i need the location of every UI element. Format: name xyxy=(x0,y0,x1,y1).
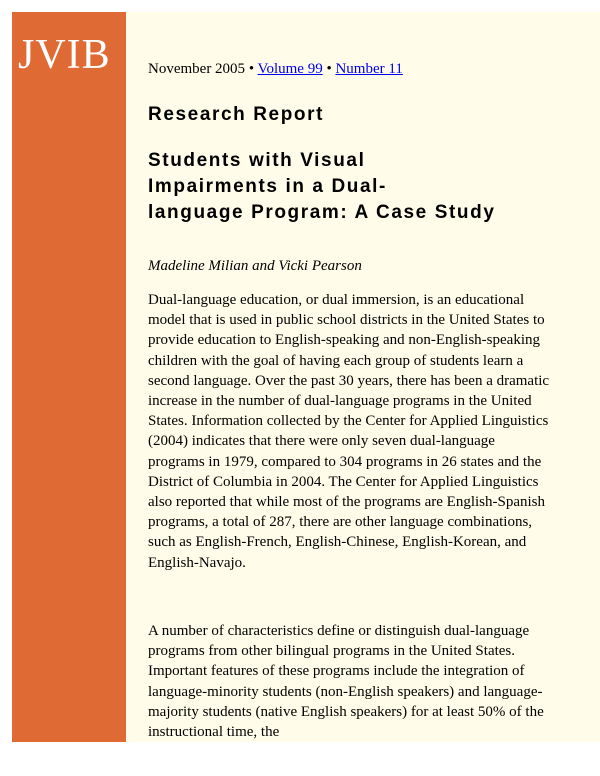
issue-date: November 2005 xyxy=(148,61,246,77)
volume-link[interactable]: Volume 99 xyxy=(257,61,323,77)
article-authors: Madeline Milian and Vicki Pearson xyxy=(148,258,362,274)
issue-separator: • xyxy=(245,61,258,77)
article-title-line: language Program: A Case Study xyxy=(148,202,496,223)
journal-logo: JVIB xyxy=(18,32,111,78)
article-title-line: Impairments in a Dual- xyxy=(148,176,387,197)
article-title-line: Students with Visual xyxy=(148,150,366,171)
number-link[interactable]: Number 11 xyxy=(335,61,403,77)
body-paragraph: A number of characteristics define or distinguish dual-language programs from other bilingual programs in the United States. Important features of these programs include the integration of language-minority students (non-English speakers) and language-majority students (native English speakers) for at least 50% of the instructional time, the xyxy=(148,623,544,741)
section-label: Research Report xyxy=(148,104,325,125)
issue-separator: • xyxy=(322,61,336,77)
journal-sidebar xyxy=(12,12,126,742)
article-title xyxy=(148,148,588,226)
issue-line xyxy=(148,61,403,78)
body-paragraph: Dual-language education, or dual immersion, is an educational model that is used in public school districts in the United States to provide education to English-speaking and non-English-speaking children with the goal of having each group of students learn a second language. Over the past 30 years, there has been a dramatic increase in the number of dual-language programs in the United States. Information collected by the Center for Applied Linguistics (2004) indicates that there were only seven dual-language programs in 1979, compared to 304 programs in 26 states and the District of Columbia in 2004. The Center for Applied Linguistics also reported that while most of the programs are English-Spanish programs, a total of 287, there are other language combinations, such as English-French, English-Chinese, English-Korean, and English-Navajo. xyxy=(148,292,550,571)
article-content xyxy=(126,12,600,742)
